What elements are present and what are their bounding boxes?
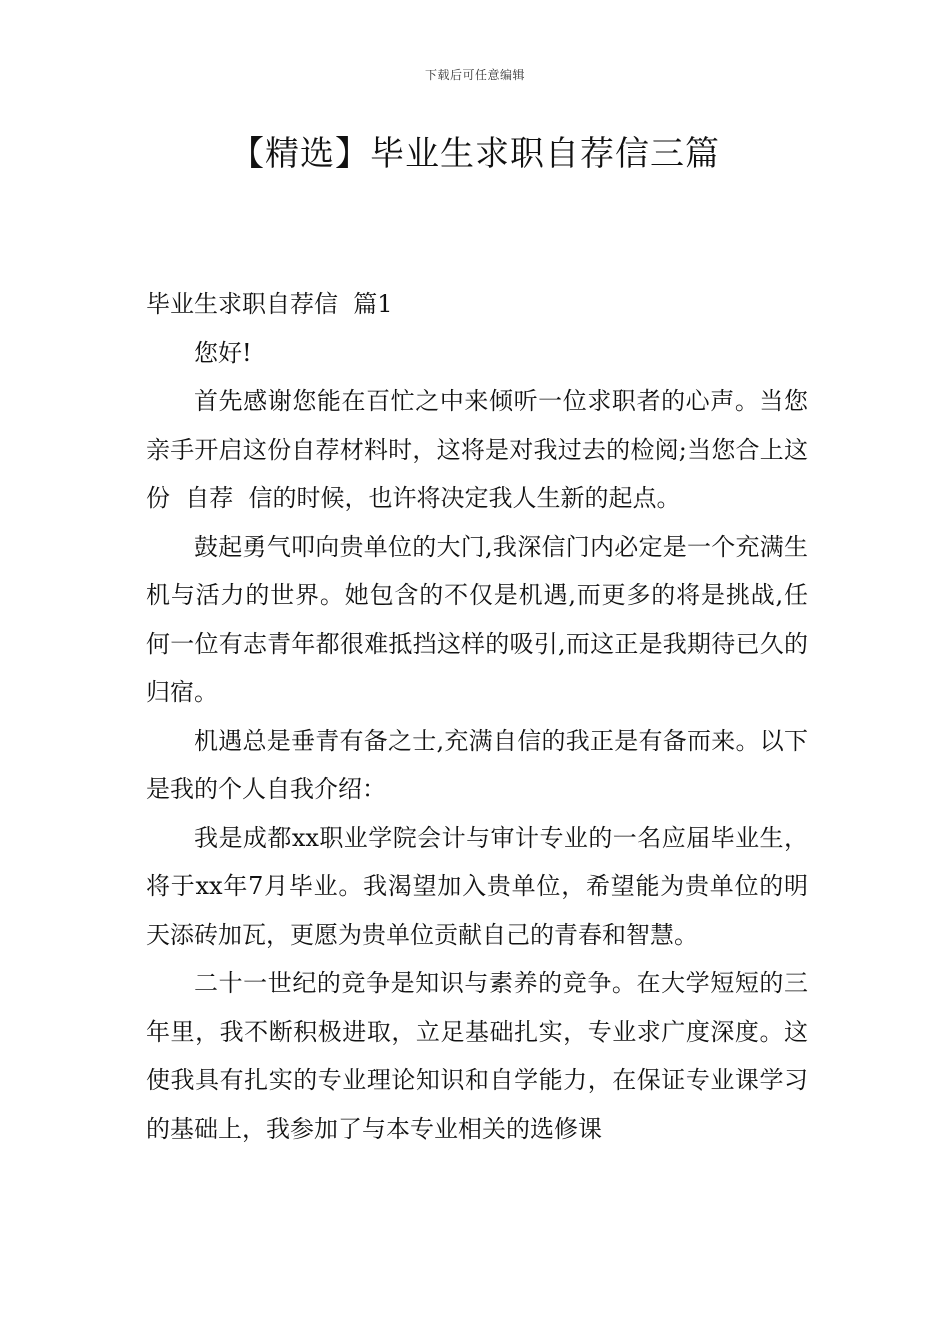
paragraph: 机遇总是垂青有备之士,充满自信的我正是有备而来。以下是我的个人自我介绍：	[146, 726, 808, 803]
document-body	[146, 280, 808, 1153]
paragraph: 首先感谢您能在百忙之中来倾听一位求职者的心声。当您亲手开启这份自荐材料时，这将是对我过去的检阅;当您合上这份 自荐 信的时候，也许将决定我人生新的起点。	[146, 387, 808, 512]
paragraph: 二十一世纪的竞争是知识与素养的竞争。在大学短短的三年里，我不断积极进取，立足基础扎实，专业求广度深度。这使我具有扎实的专业理论知识和自学能力，在保证专业课学习的基础上，我参加了与本专业相关的选修课	[146, 969, 808, 1143]
header-note: 下载后可任意编辑	[424, 68, 525, 82]
paragraph: 我是成都xx职业学院会计与审计专业的一名应届毕业生，将于xx年7月毕业。我渴望加入贵单位，希望能为贵单位的明天添砖加瓦，更愿为贵单位贡献自己的青春和智慧。	[146, 823, 808, 949]
paragraph: 鼓起勇气叩向贵单位的大门,我深信门内必定是一个充满生机与活力的世界。她包含的不仅是机遇,而更多的将是挑战,任何一位有志青年都很难抵挡这样的吸引,而这正是我期待已久的归宿。	[146, 532, 808, 706]
greeting: 您好!	[194, 338, 252, 367]
section-heading: 毕业生求职自荐信 篇1	[146, 290, 393, 318]
document-title: 【精选】毕业生求职自荐信三篇	[230, 134, 720, 174]
